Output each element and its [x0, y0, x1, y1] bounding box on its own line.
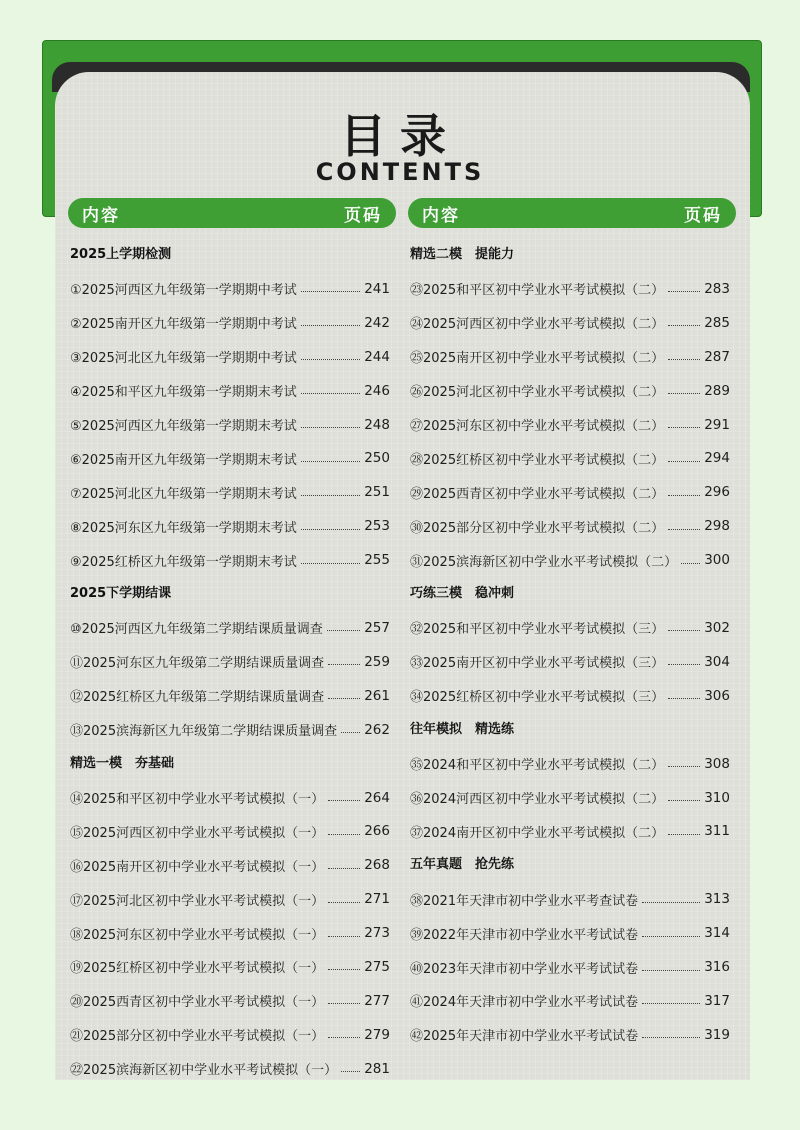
entry-title: ㊱2024河西区初中学业水平考试模拟（二） [410, 792, 665, 808]
entry-page-number: 313 [704, 891, 730, 908]
entry-page-number: 279 [364, 1026, 390, 1043]
right-toc-column [410, 238, 730, 1052]
toc-entry[interactable] [410, 814, 730, 848]
entry-page-number: 294 [704, 450, 730, 467]
toc-entry[interactable] [70, 543, 390, 577]
entry-page-number: 277 [364, 992, 390, 1009]
dot-leader [328, 834, 360, 835]
dot-leader [301, 563, 360, 564]
dot-leader [668, 291, 700, 292]
entry-title: ⑤2025河西区九年级第一学期期末考试 [70, 419, 297, 434]
dot-leader [328, 800, 360, 801]
entry-page-number: 259 [364, 653, 390, 670]
toc-entry[interactable] [70, 306, 390, 340]
dot-leader [301, 495, 360, 496]
entry-page-number: 264 [364, 789, 390, 806]
toc-entry[interactable] [410, 340, 730, 374]
section-heading: 往年模拟 精选练 [410, 721, 515, 737]
dot-leader [642, 936, 700, 937]
toc-entry[interactable] [70, 882, 390, 916]
toc-entry[interactable] [70, 679, 390, 713]
toc-entry[interactable] [410, 950, 730, 984]
toc-entry[interactable] [70, 713, 390, 747]
dot-leader [301, 359, 360, 360]
entry-page-number: 285 [704, 314, 730, 331]
entry-page-number: 314 [704, 925, 730, 942]
toc-entry[interactable] [70, 509, 390, 543]
toc-entry[interactable] [410, 543, 730, 577]
entry-title: ⑨2025红桥区九年级第一学期期末考试 [70, 554, 297, 570]
toc-entry[interactable] [70, 374, 390, 408]
entry-page-number: 300 [704, 552, 730, 569]
dot-leader [642, 1037, 700, 1038]
entry-title: ⑱2025河东区初中学业水平考试模拟（一） [70, 927, 325, 943]
entry-title: ㉕2025南开区初中学业水平考试模拟（二） [410, 351, 665, 367]
entry-title: ㉞2025红桥区初中学业水平考试模拟（三） [410, 690, 665, 706]
entry-title: ⑮2025河西区初中学业水平考试模拟（一） [70, 825, 325, 841]
entry-title: ⑳2025西青区初中学业水平考试模拟（一） [70, 995, 325, 1011]
dot-leader [328, 698, 360, 699]
entry-title: ㉒2025滨海新区初中学业水平考试模拟（一） [70, 1063, 338, 1079]
entry-title: ⑫2025红桥区九年级第二学期结课质量调查 [70, 690, 325, 706]
dot-leader [668, 664, 700, 665]
dot-leader [642, 1003, 700, 1004]
dot-leader [341, 1071, 360, 1072]
toc-entry[interactable] [70, 814, 390, 848]
entry-title: ⑯2025南开区初中学业水平考试模拟（一） [70, 859, 325, 875]
dot-leader [668, 359, 700, 360]
entry-page-number: 251 [364, 484, 390, 501]
toc-entry[interactable] [70, 408, 390, 442]
entry-page-number: 246 [364, 382, 390, 399]
entry-page-number: 248 [364, 416, 390, 433]
entry-title: ㉝2025南开区初中学业水平考试模拟（三） [410, 656, 665, 672]
entry-page-number: 283 [704, 280, 730, 297]
toc-entry[interactable] [70, 781, 390, 815]
dot-leader [327, 630, 360, 631]
content-header-label: 内容 [422, 205, 460, 226]
entry-title: ③2025河北区九年级第一学期期中考试 [70, 351, 297, 367]
entry-page-number: 273 [364, 925, 390, 942]
dot-leader [301, 427, 360, 428]
entry-title: ㉓2025和平区初中学业水平考试模拟（二） [410, 283, 665, 299]
entry-title: ⑩2025河西区九年级第二学期结课质量调查 [70, 622, 323, 638]
dot-leader [668, 325, 700, 326]
toc-entry[interactable] [410, 781, 730, 815]
entry-page-number: 271 [364, 891, 390, 908]
entry-title: ㊳2021年天津市初中学业水平考查试卷 [410, 893, 639, 909]
dot-leader [301, 291, 360, 292]
dot-leader [668, 495, 700, 496]
dot-leader [668, 766, 700, 767]
entry-page-number: 257 [364, 619, 390, 636]
entry-page-number: 304 [704, 653, 730, 670]
toc-entry[interactable] [410, 984, 730, 1018]
toc-entry[interactable] [410, 882, 730, 916]
entry-page-number: 287 [704, 348, 730, 365]
entry-title: ㉖2025河北区初中学业水平考试模拟（二） [410, 385, 665, 401]
toc-entry[interactable] [410, 679, 730, 713]
entry-title: ⑧2025河东区九年级第一学期期末考试 [70, 520, 297, 536]
dot-leader [341, 732, 360, 733]
entry-page-number: 317 [704, 992, 730, 1009]
section-heading: 2025下学期结课 [70, 586, 172, 602]
content-header-label: 内容 [82, 205, 120, 226]
toc-entry[interactable] [70, 848, 390, 882]
toc-entry[interactable] [70, 984, 390, 1018]
toc-entry[interactable] [410, 272, 730, 306]
dot-leader [668, 529, 700, 530]
entry-page-number: 242 [364, 314, 390, 331]
dot-leader [668, 461, 700, 462]
entry-title: ⑭2025和平区初中学业水平考试模拟（一） [70, 792, 325, 808]
entry-title: ㉚2025部分区初中学业水平考试模拟（二） [410, 520, 665, 536]
dot-leader [668, 427, 700, 428]
entry-title: ⑥2025南开区九年级第一学期期末考试 [70, 452, 297, 468]
toc-entry[interactable] [410, 645, 730, 679]
entry-page-number: 319 [704, 1026, 730, 1043]
entry-title: ⑰2025河北区初中学业水平考试模拟（一） [70, 893, 325, 909]
dot-leader [328, 1003, 360, 1004]
toc-entry[interactable] [410, 475, 730, 509]
page-header-label: 页码 [684, 205, 722, 226]
entry-page-number: 310 [704, 789, 730, 806]
dot-leader [642, 902, 700, 903]
entry-title: ⑪2025河东区九年级第二学期结课质量调查 [70, 656, 325, 672]
entry-title: ㊷2025年天津市初中学业水平考试试卷 [410, 1029, 639, 1045]
entry-page-number: 266 [364, 823, 390, 840]
dot-leader [301, 393, 360, 394]
section-heading: 精选一模 夯基础 [70, 755, 175, 771]
section-heading: 五年真题 抢先练 [410, 857, 515, 873]
dot-leader [301, 461, 360, 462]
toc-entry[interactable] [70, 1052, 390, 1086]
entry-page-number: 296 [704, 484, 730, 501]
toc-entry[interactable] [70, 272, 390, 306]
toc-entry[interactable] [410, 916, 730, 950]
dot-leader [328, 868, 360, 869]
dot-leader [642, 970, 700, 971]
entry-page-number: 291 [704, 416, 730, 433]
page-header-label: 页码 [344, 205, 382, 226]
entry-page-number: 262 [364, 721, 390, 738]
entry-page-number: 302 [704, 619, 730, 636]
section-heading: 精选二模 提能力 [410, 247, 515, 262]
toc-entry[interactable] [410, 306, 730, 340]
entry-title: ①2025河西区九年级第一学期期中考试 [70, 283, 297, 299]
dot-leader [328, 936, 360, 937]
entry-title: ㉟2024和平区初中学业水平考试模拟（二） [410, 758, 665, 774]
entry-title: ㉑2025部分区初中学业水平考试模拟（一） [70, 1029, 325, 1045]
entry-page-number: 250 [364, 450, 390, 467]
entry-title: ㊲2024南开区初中学业水平考试模拟（二） [410, 825, 665, 841]
entry-title: ④2025和平区九年级第一学期期末考试 [70, 385, 297, 401]
toc-entry[interactable] [410, 747, 730, 781]
entry-title: ②2025南开区九年级第一学期期中考试 [70, 317, 297, 333]
entry-title: ⑬2025滨海新区九年级第二学期结课质量调查 [70, 724, 338, 740]
dot-leader [328, 969, 360, 970]
section-heading: 2025上学期检测 [70, 247, 172, 262]
entry-title: ㉛2025滨海新区初中学业水平考试模拟（二） [410, 554, 678, 570]
toc-entry[interactable] [410, 374, 730, 408]
entry-page-number: 241 [364, 280, 390, 297]
dot-leader [668, 834, 700, 835]
entry-title: ⑦2025河北区九年级第一学期期末考试 [70, 486, 297, 502]
page-subtitle: CONTENTS [315, 158, 485, 186]
entry-page-number: 289 [704, 382, 730, 399]
toc-entry[interactable] [410, 611, 730, 645]
entry-page-number: 268 [364, 857, 390, 874]
toc-entry[interactable] [70, 916, 390, 950]
left-column-header [68, 198, 396, 228]
entry-page-number: 261 [364, 687, 390, 704]
toc-entry[interactable] [70, 611, 390, 645]
right-column-header [408, 198, 736, 228]
toc-entry[interactable] [70, 340, 390, 374]
toc-entry[interactable] [410, 1018, 730, 1052]
dot-leader [328, 1037, 360, 1038]
entry-page-number: 316 [704, 959, 730, 976]
entry-page-number: 306 [704, 687, 730, 704]
entry-title: ㊶2024年天津市初中学业水平考试试卷 [410, 995, 639, 1011]
entry-title: ㉗2025河东区初中学业水平考试模拟（二） [410, 419, 665, 434]
dot-leader [328, 902, 360, 903]
entry-page-number: 308 [704, 755, 730, 772]
entry-page-number: 311 [704, 823, 730, 840]
toc-entry[interactable] [410, 408, 730, 442]
section-heading: 巧练三模 稳冲刺 [410, 586, 515, 602]
toc-entry[interactable] [70, 441, 390, 475]
entry-page-number: 281 [364, 1060, 390, 1077]
entry-page-number: 244 [364, 348, 390, 365]
entry-page-number: 253 [364, 518, 390, 535]
entry-title: ㊴2022年天津市初中学业水平考试试卷 [410, 927, 639, 943]
entry-title: ㉙2025西青区初中学业水平考试模拟（二） [410, 486, 665, 502]
page-title: 目录 [340, 109, 460, 163]
toc-entry[interactable] [70, 475, 390, 509]
entry-title: ㉜2025和平区初中学业水平考试模拟（三） [410, 622, 665, 638]
entry-page-number: 255 [364, 552, 390, 569]
dot-leader [328, 664, 360, 665]
entry-page-number: 275 [364, 958, 390, 975]
dot-leader [668, 698, 700, 699]
entry-title: ㉔2025河西区初中学业水平考试模拟（二） [410, 317, 665, 333]
dot-leader [301, 529, 360, 530]
dot-leader [668, 393, 700, 394]
dot-leader [668, 800, 700, 801]
toc-entry[interactable] [410, 509, 730, 543]
toc-entry[interactable] [70, 950, 390, 984]
left-toc-column [70, 238, 390, 1086]
entry-page-number: 298 [704, 518, 730, 535]
entry-title: ⑲2025红桥区初中学业水平考试模拟（一） [70, 961, 325, 977]
dot-leader [681, 563, 700, 564]
toc-entry[interactable] [410, 441, 730, 475]
dot-leader [301, 325, 360, 326]
toc-entry[interactable] [70, 645, 390, 679]
entry-title: ㉘2025红桥区初中学业水平考试模拟（二） [410, 452, 665, 468]
dot-leader [668, 630, 700, 631]
toc-entry[interactable] [70, 1018, 390, 1052]
entry-title: ㊵2023年天津市初中学业水平考试试卷 [410, 961, 639, 977]
